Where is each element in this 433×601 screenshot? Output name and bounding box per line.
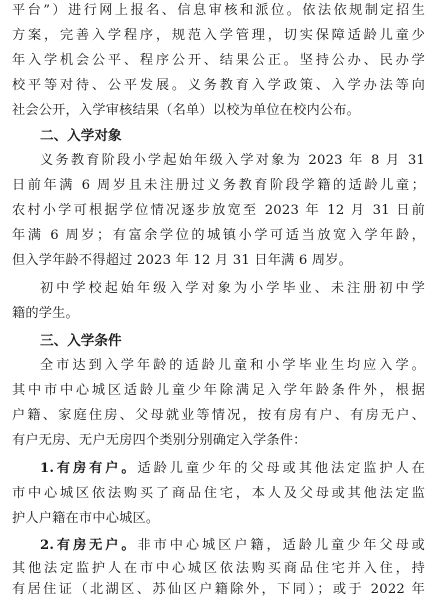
list-item	[40, 535, 425, 557]
paragraph-line: 校平等对待、公平发展。义务教育入学政策、入学办法等向	[12, 78, 425, 93]
paragraph-line: 全市达到入学年龄的适龄儿童和小学毕业生均应入学。	[40, 358, 425, 373]
paragraph-line: 年满 6 周岁；有富余学位的城镇小学可适当放宽入学年龄，	[12, 228, 425, 243]
section-heading: 二、入学对象	[40, 128, 122, 144]
paragraph-line: 户籍、家庭住房、父母就业等情况，按有房有户、有房无户、	[12, 408, 425, 423]
section-heading: 三、入学条件	[40, 333, 122, 349]
item-text: 非市中心城区户籍，适龄儿童少年父母或	[137, 538, 425, 553]
paragraph-line: 护人户籍在市中心城区。	[12, 511, 160, 526]
paragraph-line: 农村小学可根据学位情况逐步放宽至 2023 年 12 月 31 日前	[12, 203, 425, 218]
paragraph-line: 方案，完善入学程序，规范入学管理，切实保障适龄儿童少	[12, 28, 425, 43]
paragraph-line: 社会公开，入学审核结果（名单）以校为单位在校内公布。	[12, 103, 361, 118]
paragraph-line: 有户无房、无户无房四个类别分别确定入学条件：	[12, 433, 307, 448]
item-text: 适龄儿童少年的父母或其他法定监护人在	[137, 461, 425, 476]
paragraph-line: 平台”）进行网上报名、信息审核和派位。依法依规制定招生	[12, 3, 425, 18]
paragraph-line: 市中心城区依法购买了商品住宅，本人及父母或其他法定监	[12, 486, 425, 501]
list-item	[40, 458, 425, 480]
paragraph-line: 其他法定监护人在市中心城区依法购买商品住宅并入住，持	[12, 561, 425, 576]
paragraph-line: 初中学校起始年级入学对象为小学毕业、未注册初中学	[40, 281, 425, 296]
item-label: 2.有房无户。	[40, 538, 138, 553]
paragraph-line: 但入学年龄不得超过 2023 年 12 月 31 日年满 6 周岁。	[12, 253, 353, 268]
paragraph-line: 日前年满 6 周岁且未注册过义务教育阶段学籍的适龄儿童；	[12, 178, 425, 193]
paragraph-line: 籍的学生。	[12, 306, 79, 321]
item-label: 1.有房有户。	[40, 461, 138, 476]
paragraph-line: 有居住证（北湖区、苏仙区户籍除外，下同）；或于 2022 年	[12, 582, 425, 597]
paragraph-line: 年入学机会公平、程序公开、结果公正。坚持公办、民办学	[12, 53, 425, 68]
paragraph-line: 其中市中心城区适龄儿童少年除满足入学年龄条件外，根据	[12, 383, 425, 398]
paragraph-line: 义务教育阶段小学起始年级入学对象为 2023 年 8 月 31	[40, 153, 425, 168]
